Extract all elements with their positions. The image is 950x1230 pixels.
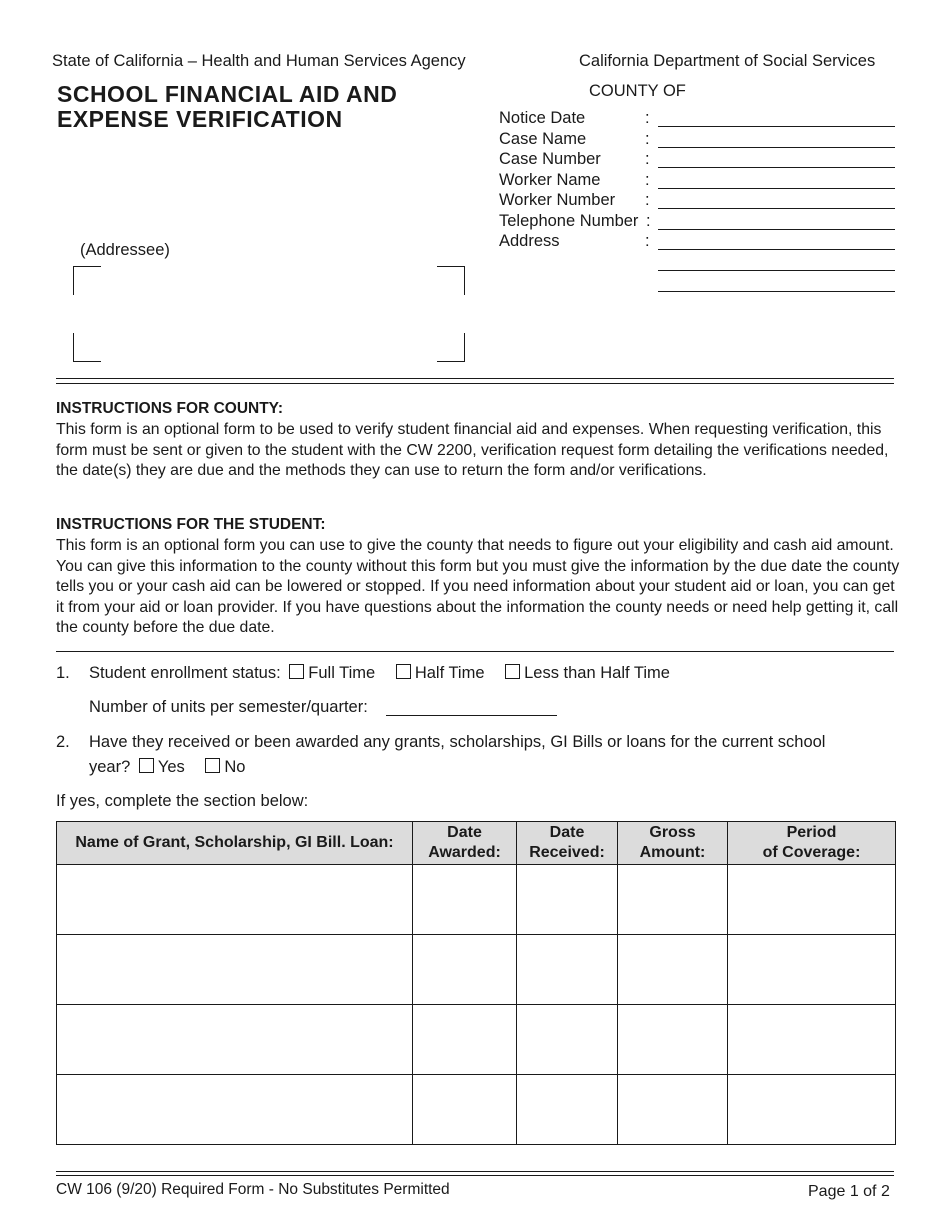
addressee-label: (Addressee)	[80, 241, 170, 259]
table-row	[57, 865, 896, 935]
less-than-half-time-option[interactable]: Less than Half Time	[505, 664, 670, 682]
cell-period-coverage[interactable]	[728, 865, 896, 935]
header-gross-amount: Gross Amount:	[618, 822, 728, 865]
address-line-2[interactable]	[658, 270, 895, 271]
address-line-1[interactable]	[658, 249, 895, 250]
cell-date-received[interactable]	[517, 865, 618, 935]
no-option[interactable]: No	[205, 758, 245, 776]
full-time-option[interactable]: Full Time	[289, 664, 375, 682]
footer-divider	[56, 1175, 894, 1176]
half-time-checkbox[interactable]	[396, 664, 411, 679]
address-label: Address	[499, 232, 560, 250]
case-number-label: Case Number	[499, 150, 601, 168]
address-window-corner-tr	[437, 266, 465, 295]
units-input-line[interactable]	[386, 715, 557, 716]
agency-header: State of California – Health and Human Services Agency	[52, 52, 466, 70]
units-label: Number of units per semester/quarter:	[89, 698, 368, 716]
cell-date-received[interactable]	[517, 1005, 618, 1075]
yes-checkbox[interactable]	[139, 758, 154, 773]
less-than-half-time-checkbox[interactable]	[505, 664, 520, 679]
case-name-line[interactable]	[658, 147, 895, 148]
worker-number-label: Worker Number	[499, 191, 616, 209]
half-time-option[interactable]: Half Time	[396, 664, 485, 682]
address-window-corner-tl	[73, 266, 101, 295]
table-row	[57, 1075, 896, 1145]
cell-gross-amount[interactable]	[618, 1075, 728, 1145]
aid-table	[56, 821, 896, 1145]
form-title	[57, 82, 397, 132]
full-time-checkbox[interactable]	[289, 664, 304, 679]
table-row	[57, 1005, 896, 1075]
student-instructions-title: INSTRUCTIONS FOR THE STUDENT:	[56, 516, 326, 533]
header-period-coverage: Period of Coverage:	[728, 822, 896, 865]
question-2-text: Have they received or been awarded any grants, scholarships, GI Bills or loans for the current school	[89, 733, 826, 751]
question-2-number: 2.	[56, 733, 70, 751]
cell-date-awarded[interactable]	[413, 935, 517, 1005]
county-instructions-text: This form is an optional form to be used to verify student financial aid and expenses. When requesting verification, this form must be sent or given to the student with the CW 2200, verification request form detailing the verifications needed, the date(s) they are due and the methods they can use to return the form and/or verifications.	[56, 421, 889, 479]
student-instructions-text: This form is an optional form you can use to give the county that needs to figure out your eligibility and cash aid amount. You can give this information to the county without this form but you must give the information by the due date the county tells you or your cash aid can be lowered or stopped. If you need information about your student aid or loan, you can get it from your aid or loan provider. If you have questions about the information the county needs or need help getting it, call the county before the due date.	[56, 537, 900, 636]
footer-divider	[56, 1171, 894, 1172]
table-row	[57, 935, 896, 1005]
cell-date-awarded[interactable]	[413, 1005, 517, 1075]
cell-gross-amount[interactable]	[618, 935, 728, 1005]
question-1	[89, 664, 670, 683]
divider	[56, 383, 894, 384]
form-title-line2: EXPENSE VERIFICATION	[57, 106, 343, 132]
header-date-received: Date Received:	[517, 822, 618, 865]
department-header: California Department of Social Services	[579, 52, 876, 70]
cell-name[interactable]	[57, 1075, 413, 1145]
case-number-line[interactable]	[658, 167, 895, 168]
county-of-label: COUNTY OF	[589, 82, 686, 100]
cell-name[interactable]	[57, 1005, 413, 1075]
page-number: Page 1 of 2	[808, 1183, 890, 1200]
question-1-number: 1.	[56, 664, 70, 682]
enrollment-status-label: Student enrollment status:	[89, 664, 281, 682]
address-window-corner-br	[437, 333, 465, 362]
cell-period-coverage[interactable]	[728, 1075, 896, 1145]
cell-period-coverage[interactable]	[728, 1005, 896, 1075]
address-line-3[interactable]	[658, 291, 895, 292]
address-window-corner-bl	[73, 333, 101, 362]
notice-date-label: Notice Date	[499, 109, 586, 127]
worker-number-line[interactable]	[658, 208, 895, 209]
question-2-continued: year? Yes No	[89, 758, 246, 776]
divider	[56, 378, 894, 379]
form-title-line1: SCHOOL FINANCIAL AID AND	[57, 81, 398, 107]
cell-name[interactable]	[57, 865, 413, 935]
header-date-awarded: Date Awarded:	[413, 822, 517, 865]
if-yes-instruction: If yes, complete the section below:	[56, 792, 309, 810]
cell-date-received[interactable]	[517, 935, 618, 1005]
cell-name[interactable]	[57, 935, 413, 1005]
no-checkbox[interactable]	[205, 758, 220, 773]
cell-date-received[interactable]	[517, 1075, 618, 1145]
worker-name-line[interactable]	[658, 188, 895, 189]
cell-gross-amount[interactable]	[618, 1005, 728, 1075]
form-id: CW 106 (9/20) Required Form - No Substitutes Permitted	[56, 1181, 450, 1198]
yes-option[interactable]: Yes	[139, 758, 185, 776]
table-header-row	[57, 822, 896, 865]
divider	[56, 651, 894, 652]
telephone-number-label: Telephone Number	[499, 212, 639, 230]
cell-period-coverage[interactable]	[728, 935, 896, 1005]
cell-gross-amount[interactable]	[618, 865, 728, 935]
worker-name-label: Worker Name	[499, 171, 601, 189]
cell-date-awarded[interactable]	[413, 1075, 517, 1145]
cell-date-awarded[interactable]	[413, 865, 517, 935]
header-name: Name of Grant, Scholarship, GI Bill. Loan:	[57, 822, 413, 865]
notice-date-line[interactable]	[658, 126, 895, 127]
county-instructions-title: INSTRUCTIONS FOR COUNTY:	[56, 400, 284, 417]
case-name-label: Case Name	[499, 130, 587, 148]
telephone-number-line[interactable]	[658, 229, 895, 230]
